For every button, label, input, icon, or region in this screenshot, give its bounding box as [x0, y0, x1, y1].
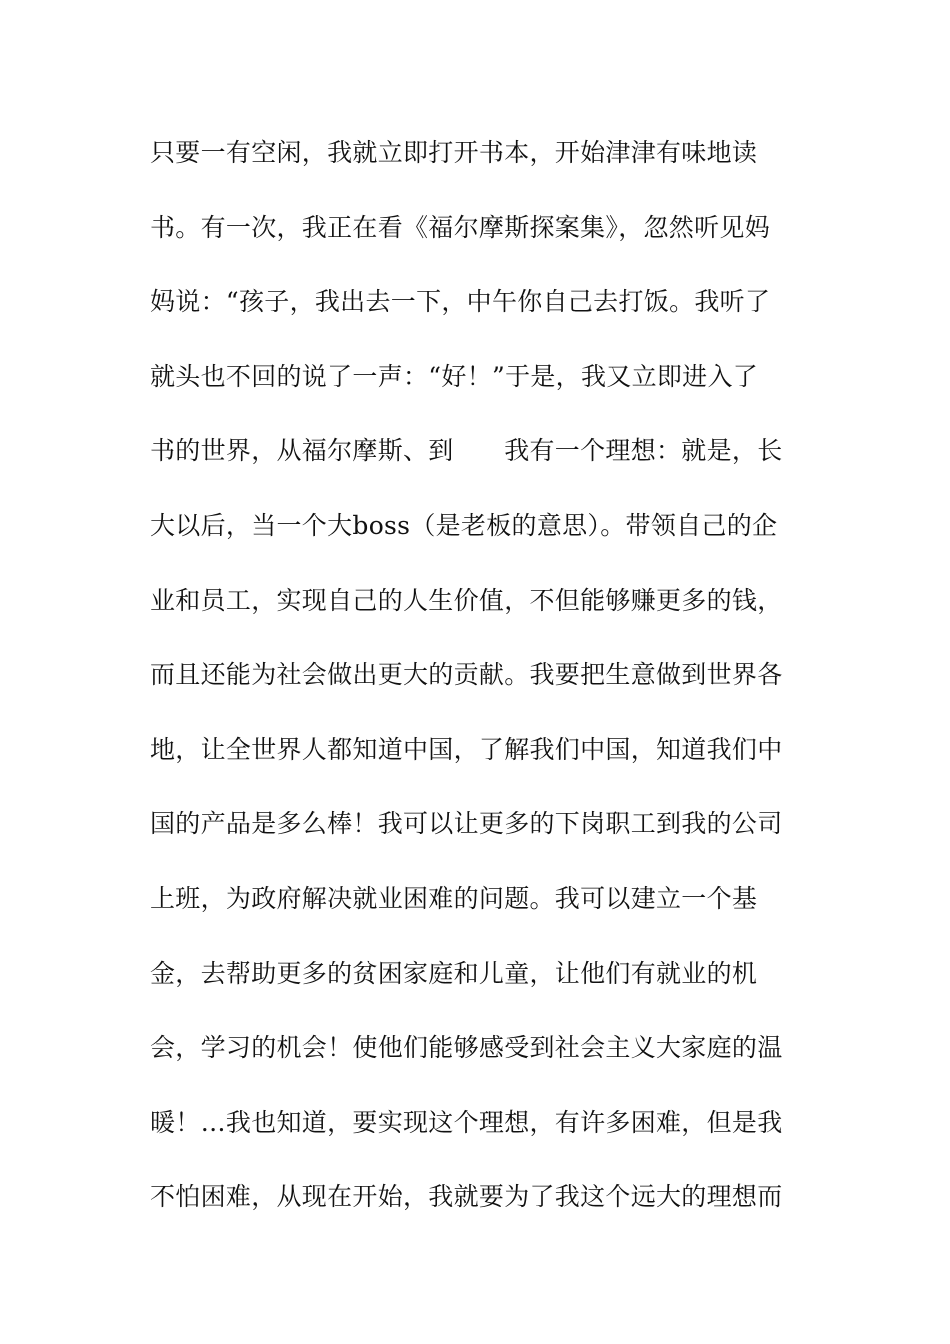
text-line-15: 不怕困难，从现在开始，我就要为了我这个远大的理想而 — [150, 1182, 783, 1212]
text-line-14: 暖！…我也知道，要实现这个理想，有许多困难，但是我 — [150, 1107, 783, 1137]
text-line-5: 书的世界，从福尔摩斯、到 我有一个理想：就是，长 — [150, 436, 783, 466]
text-line-1: 只要一有空闲，我就立即打开书本，开始津津有味地读 — [150, 138, 758, 167]
text-line-6: 大以后，当一个大boss（是老板的意思）。带领自己的企 — [150, 510, 778, 540]
text-line-9: 地，让全世界人都知道中国，了解我们中国，知道我们中 — [150, 734, 783, 764]
text-line-13: 会，学习的机会！使他们能够感受到社会主义大家庭的温 — [150, 1033, 783, 1063]
text-line-2: 书。有一次，我正在看《福尔摩斯探案集》，忽然听见妈 — [150, 212, 771, 242]
essay-body — [150, 127, 800, 1246]
text-line-10: 国的产品是多么棒！我可以让更多的下岗职工到我的公司 — [150, 809, 783, 839]
text-line-3: 妈说：“孩子，我出去一下，中午你自己去打饭。我听了 — [150, 287, 771, 317]
text-line-4: 就头也不回的说了一声：“好！”于是，我又立即进入了 — [150, 361, 759, 391]
text-line-12: 金，去帮助更多的贫困家庭和儿童，让他们有就业的机 — [150, 958, 758, 988]
text-line-7: 业和员工，实现自己的人生价值，不但能够赚更多的钱， — [150, 585, 783, 615]
text-line-8: 而且还能为社会做出更大的贡献。我要把生意做到世界各 — [150, 660, 783, 690]
text-line-11: 上班，为政府解决就业困难的问题。我可以建立一个基 — [150, 883, 758, 913]
